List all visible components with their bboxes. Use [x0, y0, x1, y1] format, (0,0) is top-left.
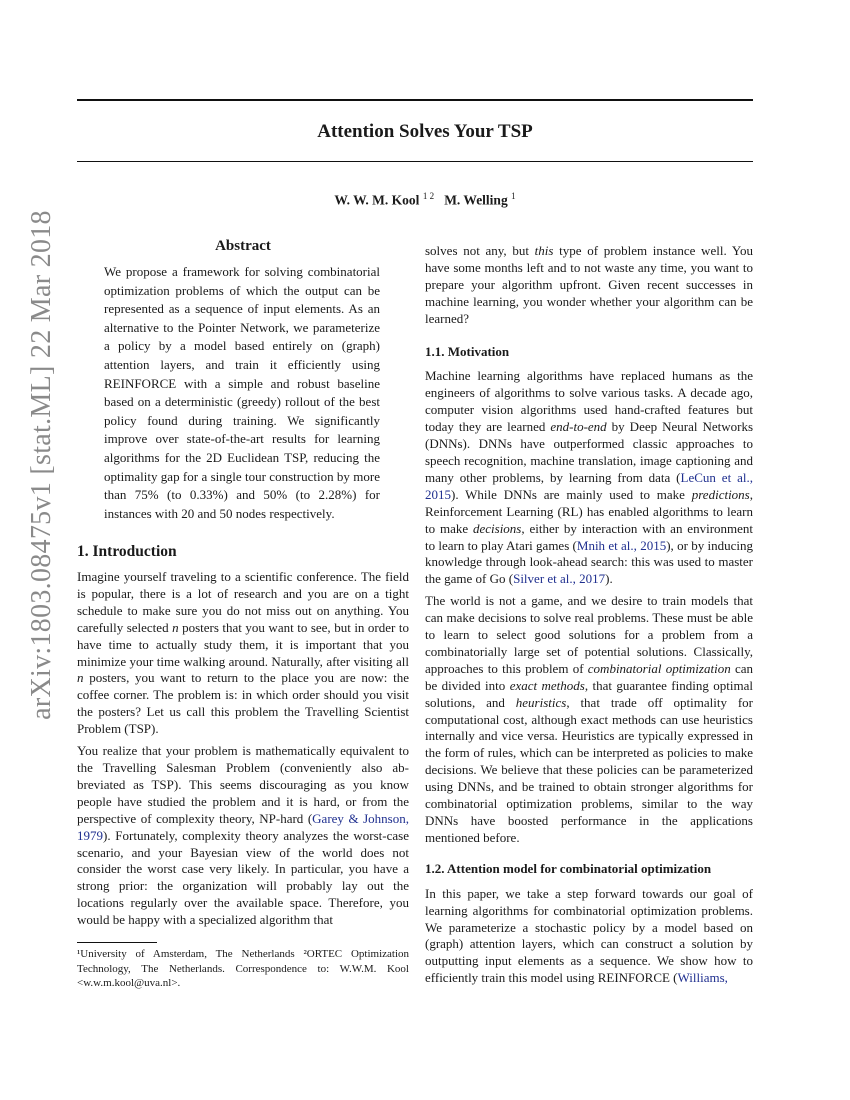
- top-rule: [77, 99, 753, 101]
- text-run: , that guarantee finding optimal solutions, and: [425, 677, 753, 710]
- emphasis-text: exact methods: [509, 677, 585, 693]
- footnote: ¹University of Amsterdam, The Netherlands ²ORTEC Optimization Technology, The Netherlands. Correspondence to: W.W.M. Kool <w.w.m.kool@uva.nl>.: [77, 948, 409, 989]
- paragraph: [77, 743, 409, 929]
- text-run: posters that you want to see, but in order to have time to actually study them, it is important that you minimize your time walking around. Naturally, after visiting all: [77, 619, 409, 669]
- introduction-body: [77, 569, 409, 934]
- intro-continued: [425, 243, 753, 328]
- section-heading-motivation: 1.1. Motivation: [425, 343, 510, 359]
- citation-link[interactable]: Silver et al., 2017: [513, 571, 606, 587]
- citation-link[interactable]: Mnih et al., 2015: [576, 537, 667, 553]
- text-run: by Deep Neural Networks (DNNs). DNNs have outperformed classic approaches to speech recognition, machine translation, image captioning and many other problems, by learning from data (: [425, 419, 754, 485]
- emphasis-text: this: [534, 243, 554, 258]
- text-run: Imagine yourself traveling to a scientific conference. The field is popular, there is a lot of research and you are on a tight schedule to make sure you do not miss out on anything. You carefully selected: [77, 569, 409, 635]
- right-column: [425, 243, 753, 992]
- text-run: , either by interaction with an environment to learn to play Atari games (: [425, 520, 754, 553]
- text-run: ). Fortunately, complexity theory analyzes the worst-case scenario, and your Bayesian view of the world does not consider the worst case very likely. In particular, you have a strong prior: the organization will probably lay out the locations regularly over the available space. Therefore, you would be happy with a specialized algorithm that: [77, 827, 409, 928]
- text-run: The world is not a game, and we desire to train models that can make decisions to solve real problems. These must be able to learn to select good solutions for a problem from a combinatorially large set of potential solutions. Classically, approaches to this problem of: [425, 593, 753, 676]
- paragraph: [425, 243, 753, 328]
- text-run: You realize that your problem is mathematically equivalent to the Travelling Salesman Problem (conveniently also abbreviated as TSP). This seems discouraging as you know people have studied the problem and it is hard, or from the perspective of complexity theory, NP-hard (: [77, 743, 409, 826]
- attention-model-body: [425, 886, 753, 987]
- emphasis-text: n: [77, 670, 84, 686]
- motivation-body: [425, 368, 753, 846]
- citation-link[interactable]: Garey & Johnson, 1979: [77, 810, 409, 843]
- emphasis-text: n: [172, 619, 179, 635]
- text-run: ).: [605, 571, 613, 587]
- emphasis-text: predictions: [691, 486, 750, 502]
- citation-link[interactable]: LeCun et al., 2015: [425, 469, 753, 502]
- paragraph: [425, 368, 753, 588]
- authors: [0, 191, 850, 209]
- citation-link[interactable]: Williams,: [677, 970, 728, 986]
- text-run: , that trade off optimality for computational cost, although exact methods can use heuristics internally and vice versa. Heuristics are typically expressed in the form of rules, which can be interpreted as policies to make decisions. We believe that these policies can be parameterized using DNNs, and be trained to obtain stronger algorithms for combinatorial optimization problems, similar to the way DNNs have boosted performance in the applications mentioned before.: [425, 694, 753, 845]
- text-run: solves not any, but: [425, 243, 535, 258]
- section-heading-introduction: 1. Introduction: [77, 543, 177, 560]
- abstract-body: [104, 263, 380, 528]
- emphasis-text: heuristics: [515, 694, 567, 710]
- paragraph: [104, 263, 380, 523]
- arxiv-stamp: arXiv:1803.08475v1 [stat.ML] 22 Mar 2018: [26, 210, 57, 720]
- paper-title: Attention Solves Your TSP: [317, 121, 533, 142]
- text-run: In this paper, we take a step forward towards our goal of learning algorithms for combinatorial optimization problems. We parameterize a stochastic policy by a model based on (graph) attention layers, which can construct a solution by outputting input elements as a sequence. We show how to efficiently train this model using REINFORCE (: [425, 885, 753, 986]
- paragraph: [77, 569, 409, 738]
- text-run: posters, you want to return to the place you are now: the coffee corner. The problem is: in which order should you visit the posters? Let us call this problem the Travelling Scientist Problem (TSP).: [77, 670, 409, 737]
- text-run: ). While DNNs are mainly used to make: [451, 486, 692, 502]
- text-run: Machine learning algorithms have replaced humans as the engineers of algorithms to solve various tasks. A decade ago, computer vision algorithms used hand-crafted features but today they are learned: [425, 368, 753, 435]
- text-run: We propose a framework for solving combinatorial optimization problems of which the output can be represented as a sequence of input elements. As an alternative to the Pointer Network, we parameterize a policy by a model based entirely on (graph) attention layers, and train it efficiently using REINFORCE with a simple and robust baseline based on a deterministic (greedy) rollout of the best policy found during training. We significantly improve over state-of-the-art results for learning algorithms for the 2D Euclidean TSP, reducing the optimality gap for a single tour construction by more than 75% (to 0.33%) and 50% (to 2.28%) for instances with 20 and 50 nodes respectively.: [104, 264, 380, 521]
- paragraph: [425, 886, 753, 987]
- author-name: W. W. M. Kool: [334, 192, 420, 208]
- emphasis-text: combinatorial optimization: [587, 660, 731, 676]
- emphasis-text: end-to-end: [550, 419, 607, 435]
- text-run: type of problem instance well. You have some months left and to not waste any time, you want to prepare your algorithm upfront. Given recent successes in machine learning, you wonder whether your algorithm can be learned?: [425, 243, 753, 326]
- author-affiliation: 1 2: [422, 191, 435, 201]
- title-rule: [77, 161, 753, 162]
- footnote-rule: [77, 942, 157, 943]
- author-affiliation: 1: [511, 191, 516, 201]
- text-run: ), or by inducing knowledge through look-ahead search: this was used to master the game of Go (: [425, 537, 754, 587]
- paragraph: [425, 593, 753, 847]
- emphasis-text: decisions: [472, 520, 522, 536]
- text-run: can be divided into: [425, 660, 754, 693]
- author-name: M. Welling: [444, 192, 508, 208]
- text-run: , Reinforcement Learning (RL) has enabled algorithms to learn to make: [425, 486, 753, 536]
- section-heading-attention-model: 1.2. Attention model for combinatorial optimization: [425, 860, 712, 876]
- abstract-heading: Abstract: [215, 238, 271, 254]
